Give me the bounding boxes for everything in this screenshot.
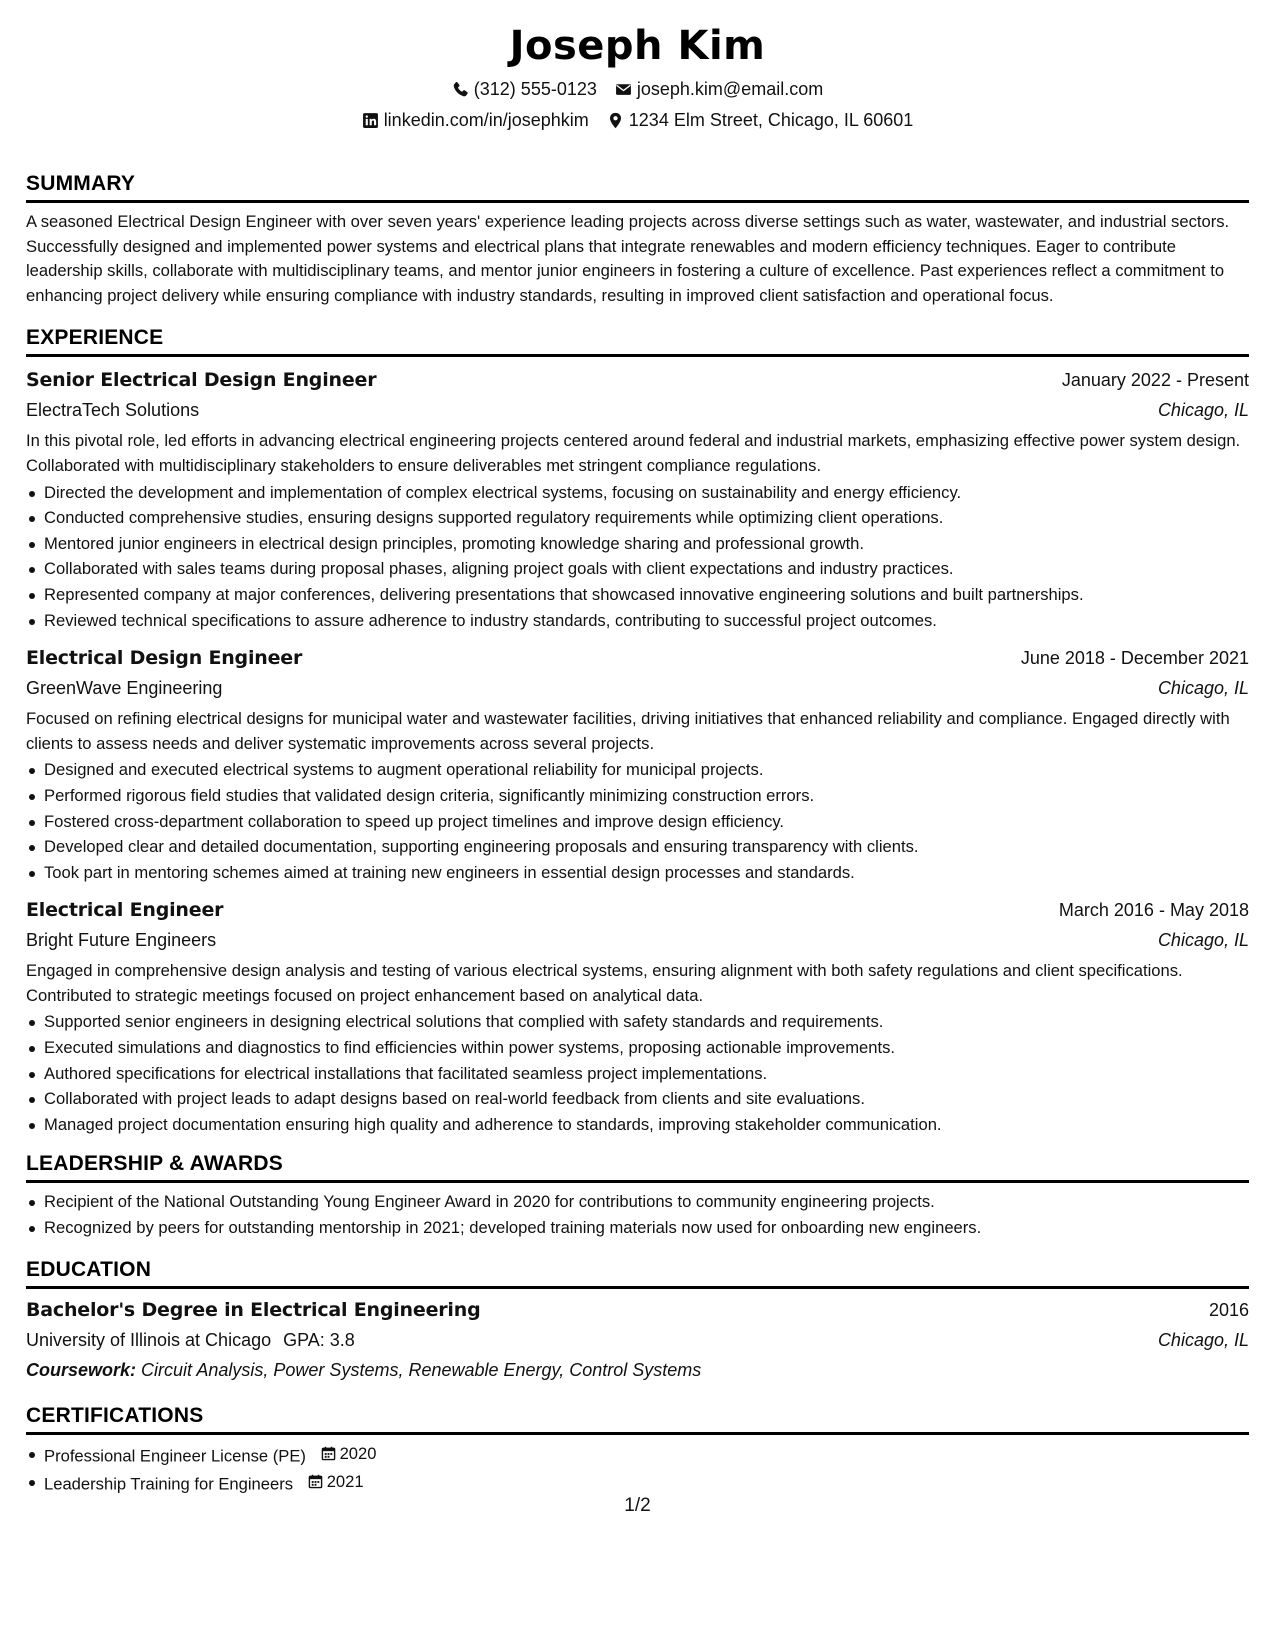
school-location: Chicago, IL	[1157, 1329, 1249, 1350]
coursework-label: Coursework:	[26, 1359, 137, 1380]
job-bullets	[26, 480, 1249, 634]
email-address[interactable]: joseph.kim@email.com	[636, 79, 824, 99]
job-dates: June 2018 - December 2021	[1020, 648, 1249, 669]
job-description: Focused on refining electrical designs for municipal water and wastewater facilities, driving initiatives that enhanced reliability and compliance. Engaged directly with clients to assess needs and deliver systematic improvements across several projects.	[26, 709, 1230, 753]
leadership-section	[26, 1151, 1249, 1240]
list-item: Directed the development and implementation of complex electrical systems, focusing on sustainability and energy efficiency.	[26, 480, 1249, 506]
list-item: Executed simulations and diagnostics to find efficiencies within power systems, proposing actionable improvements.	[26, 1035, 1249, 1061]
job-description: Engaged in comprehensive design analysis and testing of various electrical systems, ensuring alignment with both safety regulations and client specifications. Contributed to strategic meetings focused on project enhancement based on analytical data.	[26, 961, 1183, 1005]
company-name: Bright Future Engineers	[26, 930, 217, 951]
list-item: Recognized by peers for outstanding mentorship in 2021; developed training materials now used for onboarding new engineers.	[26, 1215, 1249, 1241]
list-item: Took part in mentoring schemes aimed at training new engineers in essential design processes and standards.	[26, 860, 1249, 886]
awards-list	[26, 1189, 1249, 1240]
coursework-list: Circuit Analysis, Power Systems, Renewable Energy, Control Systems	[141, 1359, 702, 1380]
calendar-icon	[321, 1446, 336, 1461]
job-title: Electrical Design Engineer	[26, 647, 303, 670]
contact-phone	[452, 78, 597, 100]
contact-linkedin	[362, 109, 589, 131]
resume-page	[26, 20, 1249, 1496]
list-item: Managed project documentation ensuring high quality and adherence to standards, improving stakeholder communication.	[26, 1112, 1249, 1138]
street-address: 1234 Elm Street, Chicago, IL 60601	[628, 110, 914, 130]
list-item	[26, 1441, 1249, 1469]
school-name: University of Illinois at Chicago	[26, 1329, 272, 1350]
education-heading: EDUCATION	[26, 1257, 1249, 1289]
job-entry	[26, 365, 1249, 633]
education-entry	[26, 1295, 1249, 1385]
list-item: Supported senior engineers in designing electrical solutions that complied with safety standards and requirements.	[26, 1009, 1249, 1035]
job-entry	[26, 643, 1249, 885]
resume-header	[26, 20, 1249, 131]
page-number: 1/2	[624, 1495, 651, 1516]
job-bullets	[26, 1009, 1249, 1137]
map-pin-icon	[607, 112, 624, 129]
summary-section	[26, 171, 1249, 308]
linkedin-url[interactable]: linkedin.com/in/josephkim	[383, 110, 589, 130]
job-bullets	[26, 757, 1249, 885]
certifications-heading: CERTIFICATIONS	[26, 1403, 1249, 1435]
list-item: Recipient of the National Outstanding Young Engineer Award in 2020 for contributions to community engineering projects.	[26, 1189, 1249, 1215]
phone-number[interactable]: (312) 555-0123	[473, 79, 597, 99]
certification-name: Professional Engineer License (PE)	[44, 1445, 306, 1465]
list-item: Developed clear and detailed documentation, supporting engineering proposals and ensuring transparency with clients.	[26, 834, 1249, 860]
list-item: Performed rigorous field studies that validated design criteria, significantly minimizing construction errors.	[26, 783, 1249, 809]
gpa: GPA: 3.8	[283, 1329, 355, 1350]
contact-row-2	[26, 109, 1249, 131]
experience-heading: EXPERIENCE	[26, 325, 1249, 357]
contact-row-1	[26, 78, 1249, 100]
summary-heading: SUMMARY	[26, 171, 1249, 203]
summary-text: A seasoned Electrical Design Engineer with over seven years' experience leading projects across diverse settings such as water, wastewater, and industrial sectors. Successfully designed and implemented power systems and electrical plans that integrate renewables and modern efficiency techniques. Eager to contribute leadership skills, collaborate with multidisciplinary teams, and mentor junior engineers in fostering a culture of excellence. Past experiences reflect a commitment to enhancing project delivery while ensuring compliance with industry standards, resulting in improved client satisfaction and operational focus.	[26, 212, 1230, 305]
contact-address	[607, 109, 914, 131]
company-name: GreenWave Engineering	[26, 678, 223, 699]
job-entry	[26, 895, 1249, 1137]
envelope-icon	[615, 81, 632, 98]
company-name: ElectraTech Solutions	[26, 400, 200, 421]
job-title: Electrical Engineer	[26, 899, 224, 922]
coursework	[26, 1355, 1249, 1385]
job-title: Senior Electrical Design Engineer	[26, 369, 377, 392]
job-description: In this pivotal role, led efforts in advancing electrical engineering projects centered around federal and industrial markets, emphasizing effective power system design. Collaborated with multidisciplinary stakeholders to ensure deliverables met stringent compliance regulations.	[26, 431, 1241, 475]
list-item	[26, 1469, 1249, 1497]
calendar-icon	[308, 1474, 323, 1489]
contact-email	[615, 78, 823, 100]
job-location: Chicago, IL	[1157, 400, 1249, 421]
list-item: Represented company at major conferences, delivering presentations that showcased innovative engineering solutions and built partnerships.	[26, 582, 1249, 608]
graduation-year: 2016	[1208, 1299, 1249, 1320]
certifications-list	[26, 1441, 1249, 1497]
list-item: Collaborated with sales teams during proposal phases, aligning project goals with client expectations and industry practices.	[26, 556, 1249, 582]
job-dates: March 2016 - May 2018	[1058, 900, 1249, 921]
list-item: Reviewed technical specifications to assure adherence to industry standards, contributing to successful project outcomes.	[26, 608, 1249, 634]
certification-year: 2021	[326, 1471, 364, 1491]
degree-title: Bachelor's Degree in Electrical Engineering	[26, 1298, 481, 1321]
job-dates: January 2022 - Present	[1061, 370, 1249, 391]
experience-section	[26, 325, 1249, 1137]
candidate-name: Joseph Kim	[509, 23, 766, 69]
list-item: Fostered cross-department collaboration to speed up project timelines and improve design efficiency.	[26, 809, 1249, 835]
list-item: Conducted comprehensive studies, ensuring designs supported regulatory requirements while optimizing client operations.	[26, 505, 1249, 531]
list-item: Mentored junior engineers in electrical design principles, promoting knowledge sharing and professional growth.	[26, 531, 1249, 557]
certification-year: 2020	[339, 1443, 377, 1463]
job-location: Chicago, IL	[1157, 678, 1249, 699]
linkedin-icon	[362, 112, 379, 129]
list-item: Authored specifications for electrical installations that facilitated seamless project implementations.	[26, 1061, 1249, 1087]
job-location: Chicago, IL	[1157, 930, 1249, 951]
phone-icon	[452, 81, 469, 98]
education-section	[26, 1257, 1249, 1385]
certification-name: Leadership Training for Engineers	[44, 1473, 294, 1493]
leadership-heading: LEADERSHIP & AWARDS	[26, 1151, 1249, 1183]
list-item: Designed and executed electrical systems to augment operational reliability for municipal projects.	[26, 757, 1249, 783]
list-item: Collaborated with project leads to adapt designs based on real-world feedback from clients and site evaluations.	[26, 1086, 1249, 1112]
certifications-section	[26, 1403, 1249, 1497]
